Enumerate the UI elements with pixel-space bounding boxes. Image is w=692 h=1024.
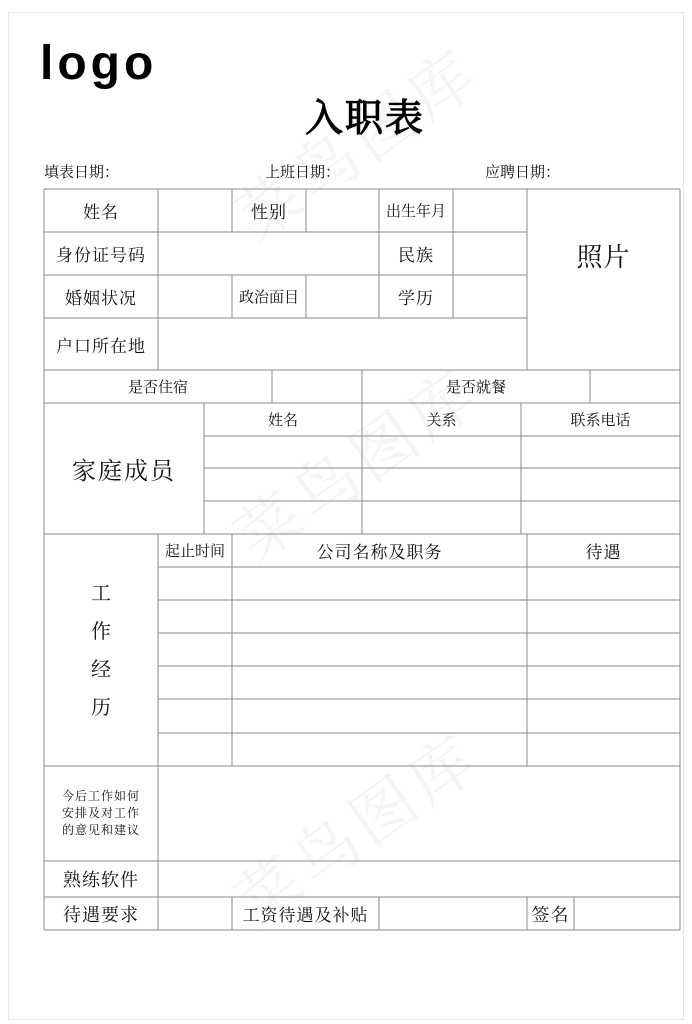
label-marital: 婚姻状况 [65, 289, 137, 309]
label-name: 姓名 [83, 203, 119, 223]
label-software: 熟练软件 [63, 870, 139, 891]
work-char: 作 [91, 619, 111, 643]
label-meals: 是否就餐 [445, 378, 506, 396]
suggestion-line: 的意见和建议 [61, 823, 140, 837]
label-education: 学历 [398, 289, 434, 309]
family-col-phone: 联系电话 [570, 411, 631, 429]
label-birth: 出生年月 [385, 202, 446, 220]
label-pay-request: 待遇要求 [63, 904, 139, 926]
label-accommodation: 是否住宿 [127, 378, 188, 396]
family-col-name: 姓名 [267, 411, 298, 429]
label-photo: 照片 [576, 242, 631, 273]
work-char: 历 [91, 695, 111, 719]
family-col-relation: 关系 [426, 411, 457, 429]
logo: logo [40, 37, 158, 90]
fill-date-label: 填表日期： [44, 163, 120, 181]
label-suggestion [44, 766, 158, 861]
label-political: 政治面目 [238, 288, 299, 306]
label-salary: 工资待遇及补贴 [242, 906, 369, 926]
work-char: 经 [91, 657, 111, 681]
label-signature: 签名 [531, 904, 570, 926]
work-char: 工 [91, 581, 111, 605]
suggestion-line: 安排及对工作 [61, 806, 140, 820]
work-col-company: 公司名称及职务 [316, 543, 443, 563]
label-ethnicity: 民族 [398, 246, 434, 266]
suggestion-line: 今后工作如何 [61, 789, 140, 803]
section-work-experience [44, 534, 158, 766]
label-id-number: 身份证号码 [56, 246, 146, 266]
label-gender: 性别 [251, 203, 287, 223]
work-col-period: 起止时间 [164, 542, 225, 560]
label-household: 户口所在地 [56, 336, 146, 357]
work-col-pay: 待遇 [585, 543, 622, 563]
apply-date-label: 应聘日期： [485, 163, 561, 181]
start-date-label: 上班日期： [265, 163, 341, 181]
form-title: 入职表 [304, 96, 425, 140]
section-family: 家庭成员 [72, 457, 176, 485]
